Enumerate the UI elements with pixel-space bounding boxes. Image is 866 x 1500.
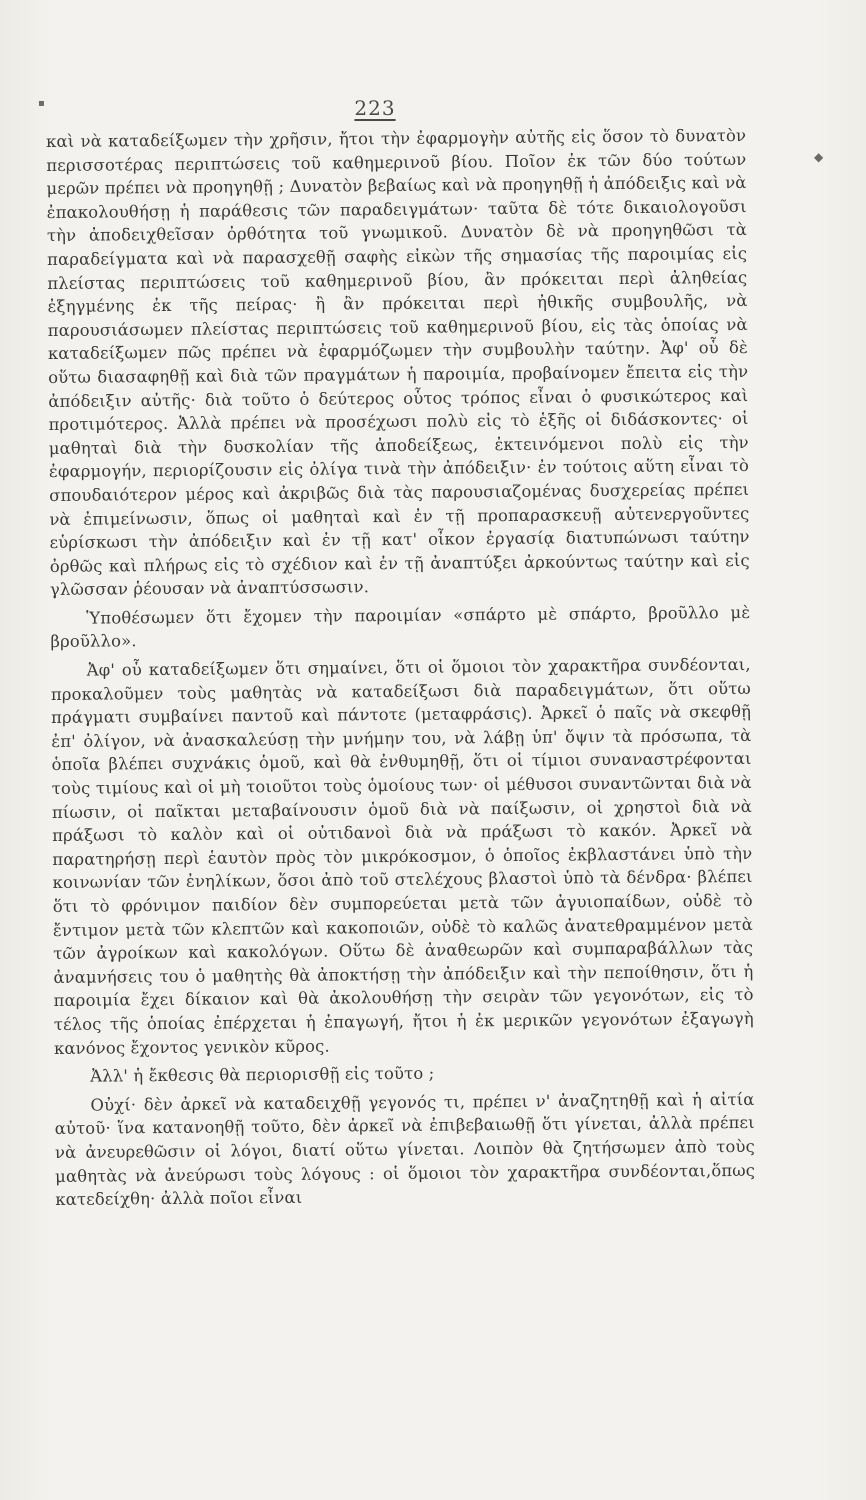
page-number: 223 [354,96,396,120]
paragraph-proverb-example: Ὑποθέσωμεν ὅτι ἔχομεν τὴν παροιμίαν «σπάρτο μὲ σπάρτο, βροῦλλο μὲ βροῦλλο». [50,602,751,652]
paragraph-demonstration: Ἀφ' οὗ καταδείξωμεν ὅτι σημαίνει, ὅτι οἱ ὅμοιοι τὸν χαρακτῆρα συνδέονται, προκαλοῦμεν τοὺς μαθητὰς νὰ καταδείξωσι διὰ παραδειγμάτων, ὅτι οὕτω πράγματι συμβαίνει παντοῦ καὶ πάντοτε (μεταφράσις). Ἀρκεῖ ὁ παῖς νὰ σκεφθῇ ἐπ' ὀλίγον, νὰ ἀνασκαλεύσῃ τὴν μνήμην του, νὰ λάβῃ ὑπ' ὄψιν τὰ πρόσωπα, τὰ ὁποῖα βλέπει συχνάκις ὁμοῦ, καὶ θὰ ἐνθυμηθῇ, ὅτι οἱ τίμιοι συναναστρέφονται τοὺς τιμίους καὶ οἱ μὴ τοιοῦτοι τοὺς ὁμοίους των· οἱ μέθυσοι συναντῶνται διὰ νὰ πίωσιν, οἱ παῖκται μεταβαίνουσιν ὁμοῦ διὰ νὰ παίξωσιν, οἱ χρηστοὶ διὰ νὰ πράξωσι τὸ καλὸν καὶ οἱ οὐτιδανοὶ διὰ νὰ πράξωσι τὸ κακόν. Ἀρκεῖ νὰ παρατηρήσῃ περὶ ἑαυτὸν πρὸς τὸν μικρόκοσμον, ὁ ὁποῖος ἐκβλαστάνει ὑπὸ τὴν κοινωνίαν τῶν ἐνηλίκων, ὅσοι ἀπὸ τοῦ στελέχους βλαστοὶ ὑπὸ τὰ δένδρα· βλέπει ὅτι τὸ φρόνιμον παιδίον δὲν συμπορεύεται μετὰ τῶν ἀγυιοπαίδων, οὐδὲ τὸ ἔντιμον μετὰ τῶν κλεπτῶν καὶ κακοποιῶν, οὐδὲ τὸ καλῶς ἀνατεθραμμένον μετὰ τῶν ἀγροίκων καὶ κακολόγων. Οὕτω δὲ ἀναθεωρῶν καὶ συμπαραβάλλων τὰς ἀναμνήσεις του ὁ μαθητὴς θὰ ἀποκτήσῃ τὴν ἀπόδειξιν καὶ τὴν πεποίθησιν, ὅτι ἡ παροιμία ἔχει δίκαιον καὶ θὰ ἀκολουθήσῃ τὴν σειρὰν τῶν γεγονότων, εἰς τὸ τέλος τῆς ὁποίας ἐπέρχεται ἡ ἐπαγωγή, ἤτοι ἡ ἐκ μερικῶν γεγονότων ἐξαγωγὴ κανόνος ἔχοντος γενικὸν κῦρος. [50,654,754,1058]
paragraph-causes: Οὐχί· δὲν ἀρκεῖ νὰ καταδειχθῇ γεγονός τι, πρέπει ν' ἀναζητηθῇ καὶ ἡ αἰτία αὐτοῦ· ἵνα κατανοηθῇ τοῦτο, δὲν ἀρκεῖ νὰ ἐπιβεβαιωθῇ ὅτι γίνεται, ἀλλὰ πρέπει νὰ ἀνευρεθῶσιν οἱ λόγοι, διατί οὕτω γίνεται. Λοιπὸν θὰ ζητήσωμεν ἀπὸ τοὺς μαθητὰς νὰ ἀνεύρωσι τοὺς λόγους : οἱ ὅμοιοι τὸν χαρακτῆρα συνδέονται,ὅπως κατεδείχθη· ἀλλὰ ποῖοι εἶναι [54,1089,756,1210]
body-text [46,124,755,1212]
print-speck: ▪ [38,98,45,109]
print-speck: ◆ [814,150,824,164]
paragraph-question: Ἀλλ' ἡ ἔκθεσις θὰ περιορισθῇ εἰς τοῦτο ; [90,1063,435,1086]
paragraph-proverb-method: καὶ νὰ καταδείξωμεν τὴν χρῆσιν, ἤτοι τὴν ἐφαρμογὴν αὐτῆς εἰς ὅσον τὸ δυνατὸν περισσοτέρας περιπτώσεις τοῦ καθημερινοῦ βίου. Ποῖον ἐκ τῶν δύο τούτων μερῶν πρέπει νὰ προηγηθῇ ; Δυνατὸν βεβαίως καὶ νὰ προηγηθῇ ἡ ἀπόδειξις καὶ νὰ ἐπακολουθήσῃ ἡ παράθεσις τῶν παραδειγμάτων· ταῦτα δὲ τότε δικαιολογοῦσι τὴν ἀποδειχθεῖσαν ὀρθότητα τοῦ γνωμικοῦ. Δυνατὸν δὲ νὰ προηγηθῶσι τὰ παραδείγματα καὶ νὰ παρασχεθῇ σαφὴς εἰκὼν τῆς σημασίας τῆς παροιμίας εἰς πλείστας περιπτώσεις τοῦ καθημερινοῦ βίου, ἂν πρόκειται περὶ ἀληθείας ἐξηγμένης ἐκ τῆς πείρας· ἢ ἂν πρόκειται περὶ ἠθικῆς συμβουλῆς, νὰ παρουσιάσωμεν πλείστας περιπτώσεις τοῦ καθημερινοῦ βίου, εἰς τὰς ὁποίας νὰ καταδείξωμεν πῶς πρέπει νὰ ἐφαρμόζωμεν τὴν συμβουλὴν ταύτην. Ἀφ' οὗ δὲ οὕτω διασαφηθῇ καὶ διὰ τῶν πραγμάτων ἡ παροιμία, προβαίνομεν ἔπειτα εἰς τὴν ἀπόδειξιν αὐτῆς· διὰ τοῦτο ὁ δεύτερος οὗτος τρόπος εἶναι ὁ φυσικώτερος καὶ προτιμότερος. Ἀλλὰ πρέπει νὰ προσέχωσι πολὺ εἰς τὸ ἑξῆς οἱ διδάσκοντες· οἱ μαθηταὶ διὰ τὴν δυσκολίαν τῆς ἀποδείξεως, ἐκτεινόμενοι πολὺ εἰς τὴν ἐφαρμογήν, περιορίζουσιν εἰς ὀλίγα τινὰ τὴν ἀπόδειξιν· ἐν τούτοις αὕτη εἶναι τὸ σπουδαιότερον μέρος καὶ ἀκριβῶς διὰ τὰς παρουσιαζομένας δυσχερείας πρέπει νὰ ἐπιμείνωσιν, ὅπως οἱ μαθηταὶ καὶ ἐν τῇ προπαρασκευῇ αὐτενεργοῦντες εὑρίσκωσι τὴν ἀπόδειξιν καὶ ἐν τῇ κατ' οἶκον ἐργασίᾳ διατυπώνωσι ταύτην ὀρθῶς καὶ πλήρως εἰς τὸ σχέδιον καὶ ἐν τῇ ἀναπτύξει ἀρκούντως ταύτην καὶ εἰς γλῶσσαν ῥέουσαν νὰ ἀναπτύσσωσιν. [46,125,750,600]
